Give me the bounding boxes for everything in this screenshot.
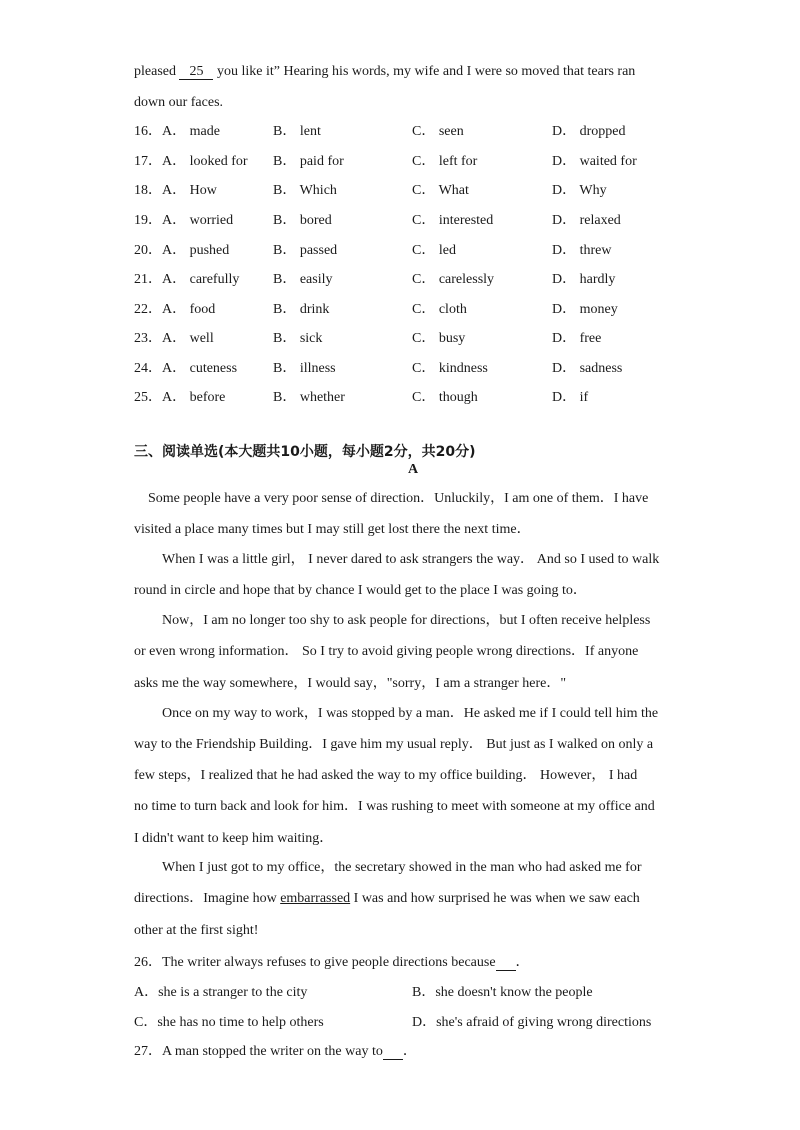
- passage-line: [134, 890, 640, 908]
- passage-line: Some people have a very poor sense of direction．Unluckily，I am one of them．I have: [148, 491, 649, 506]
- question-number: 21．: [134, 272, 162, 287]
- blank-25: 25: [179, 65, 213, 80]
- option-c: C． busy: [412, 331, 466, 346]
- option-c: C． What: [412, 183, 469, 198]
- option-b: B． whether: [273, 390, 345, 405]
- option-row-20: [134, 242, 654, 260]
- option-row-19: [134, 212, 654, 230]
- text-fragment: you like it” Hearing his words, my wife and I were so moved that tears ran: [213, 64, 636, 79]
- option-c: C． seen: [412, 124, 464, 139]
- underlined-word: embarrassed: [280, 891, 351, 906]
- question-stem: 27．A man stopped the writer on the way to: [134, 1044, 383, 1059]
- text-fragment: I was and how surprised he was when we saw each: [350, 891, 640, 906]
- option-row-23: [134, 330, 654, 348]
- passage-line: asks me the way somewhere，I would say，"sorry，I am a stranger here．": [134, 676, 567, 691]
- passage-line: [134, 63, 635, 81]
- option-c: C． interested: [412, 213, 494, 228]
- option-a: A． well: [162, 331, 214, 346]
- option-c: C．she has no time to help others: [134, 1015, 324, 1030]
- option-a: A． before: [162, 390, 226, 405]
- question-number: 22．: [134, 302, 162, 317]
- passage-line: way to the Friendship Building．I gave him my usual reply． But just as I walked on only a: [134, 737, 654, 752]
- question-26: [134, 951, 530, 971]
- option-b: B． lent: [273, 124, 321, 139]
- option-row-16: [134, 123, 654, 141]
- text-fragment: pleased: [134, 64, 180, 79]
- question-number: 23．: [134, 331, 162, 346]
- option-b: B． easily: [273, 272, 333, 287]
- option-b: B． Which: [273, 183, 337, 198]
- option-a: A． food: [162, 302, 216, 317]
- option-c: C． though: [412, 390, 478, 405]
- option-b: B． paid for: [273, 154, 344, 169]
- option-c: C． led: [412, 243, 456, 258]
- option-a: A． carefully: [162, 272, 240, 287]
- option-c: C． left for: [412, 154, 478, 169]
- option-row-18: [134, 182, 654, 200]
- passage-label: A: [408, 462, 419, 477]
- option-c: C． carelessly: [412, 272, 495, 287]
- option-row-25: [134, 389, 654, 407]
- answer-blank: [383, 1045, 403, 1060]
- option-a: A．she is a stranger to the city: [134, 985, 308, 1000]
- option-a: A． cuteness: [162, 361, 238, 376]
- option-d: D． sadness: [552, 361, 623, 376]
- option-b: B． sick: [273, 331, 323, 346]
- option-d: D． relaxed: [552, 213, 621, 228]
- question-number: 16．: [134, 124, 162, 139]
- option-d: D． if: [552, 390, 589, 405]
- question-number: 25．: [134, 390, 162, 405]
- option-a: A． pushed: [162, 243, 230, 258]
- passage-line: When I just got to my office，the secretary showed in the man who had asked me for: [162, 860, 642, 875]
- text-fragment: directions．Imagine how: [134, 891, 281, 906]
- option-a: A． How: [162, 183, 217, 198]
- option-row-21: [134, 271, 654, 289]
- option-a: A． made: [162, 124, 220, 139]
- option-b: B． drink: [273, 302, 330, 317]
- answer-blank: [496, 956, 516, 971]
- passage-line: Once on my way to work，I was stopped by a man．He asked me if I could tell him the: [162, 706, 659, 721]
- question-number: 24．: [134, 361, 162, 376]
- option-b: B． passed: [273, 243, 338, 258]
- option-d: D． waited for: [552, 154, 637, 169]
- question-number: 20．: [134, 243, 162, 258]
- question-stem: 26．The writer always refuses to give people directions because: [134, 955, 496, 970]
- passage-line: round in circle and hope that by chance I would get to the place I was going to．: [134, 583, 587, 598]
- option-row-24: [134, 360, 654, 378]
- passage-line: I didn't want to keep him waiting．: [134, 831, 334, 846]
- option-row-17: [134, 153, 654, 171]
- passage-line: few steps，I realized that he had asked the way to my office building． However， I had: [134, 768, 638, 783]
- option-d: D． money: [552, 302, 618, 317]
- question-27: [134, 1040, 417, 1060]
- option-d: D． dropped: [552, 124, 626, 139]
- passage-line: When I was a little girl， I never dared to ask strangers the way． And so I used to walk: [162, 552, 660, 567]
- passage-line: Now，I am no longer too shy to ask people for directions，but I often receive helpless: [162, 613, 651, 628]
- passage-line: down our faces.: [134, 95, 224, 110]
- option-b: B． bored: [273, 213, 332, 228]
- text-fragment: ．: [402, 1044, 417, 1059]
- passage-line: or even wrong information． So I try to avoid giving people wrong directions．If anyone: [134, 644, 639, 659]
- option-b: B．she doesn't know the people: [412, 985, 593, 1000]
- option-d: D． hardly: [552, 272, 616, 287]
- option-a: A． looked for: [162, 154, 248, 169]
- option-c: C． cloth: [412, 302, 467, 317]
- option-b: B． illness: [273, 361, 336, 376]
- question-number: 17．: [134, 154, 162, 169]
- question-number: 19．: [134, 213, 162, 228]
- option-d: D．she's afraid of giving wrong directions: [412, 1015, 652, 1030]
- text-fragment: ．: [515, 955, 530, 970]
- option-a: A． worried: [162, 213, 234, 228]
- option-d: D． free: [552, 331, 602, 346]
- option-d: D． Why: [552, 183, 607, 198]
- passage-line: other at the first sight!: [134, 923, 259, 938]
- passage-line: no time to turn back and look for him．I was rushing to meet with someone at my office and: [134, 799, 655, 814]
- option-row-22: [134, 301, 654, 319]
- option-c: C． kindness: [412, 361, 488, 376]
- passage-line: visited a place many times but I may still get lost there the next time．: [134, 522, 531, 537]
- question-number: 18．: [134, 183, 162, 198]
- section-title: 三、阅读单选(本大题共10小题，每小题2分，共20分): [134, 444, 476, 460]
- option-d: D． threw: [552, 243, 612, 258]
